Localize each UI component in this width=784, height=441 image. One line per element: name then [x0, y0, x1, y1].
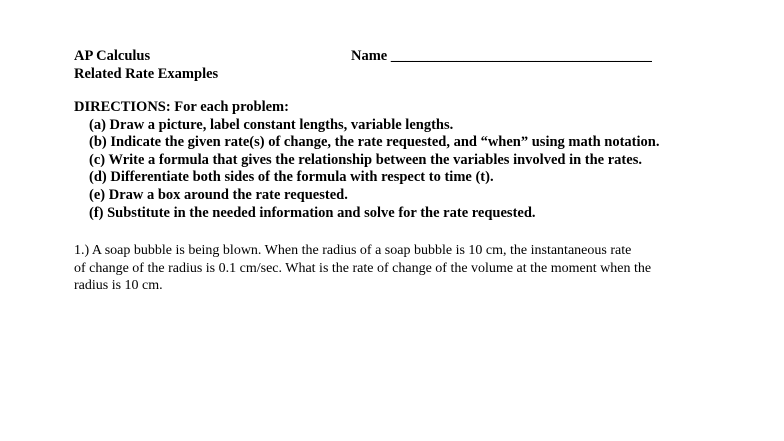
direction-item-f: (f) Substitute in the needed information and solve for the rate requested. [89, 204, 536, 221]
problem-1-line-1: 1.) A soap bubble is being blown. When the radius of a soap bubble is 10 cm, the instantaneous rate [74, 243, 632, 258]
problem-1-line-3: radius is 10 cm. [74, 278, 163, 293]
worksheet-topic: Related Rate Examples [74, 66, 219, 82]
direction-item-d: (d) Differentiate both sides of the formula with respect to time (t). [89, 169, 494, 186]
direction-item-b: (b) Indicate the given rate(s) of change, the rate requested, and “when” using math notation. [89, 134, 660, 151]
direction-item-e: (e) Draw a box around the rate requested. [89, 186, 348, 203]
problem-1-line-2: of change of the radius is 0.1 cm/sec. What is the rate of change of the volume at the moment when the [74, 260, 652, 276]
direction-item-c: (c) Write a formula that gives the relationship between the variables involved in the rates. [89, 151, 642, 168]
directions-title: DIRECTIONS: For each problem: [74, 99, 289, 115]
direction-item-a: (a) Draw a picture, label constant lengths, variable lengths. [89, 116, 454, 133]
problem-1 [74, 242, 714, 295]
name-field: Name ____________________________________ [351, 48, 652, 64]
directions-block [74, 99, 659, 222]
directions-list [74, 117, 659, 223]
worksheet-header [74, 47, 218, 83]
course-title: AP Calculus [74, 48, 151, 64]
